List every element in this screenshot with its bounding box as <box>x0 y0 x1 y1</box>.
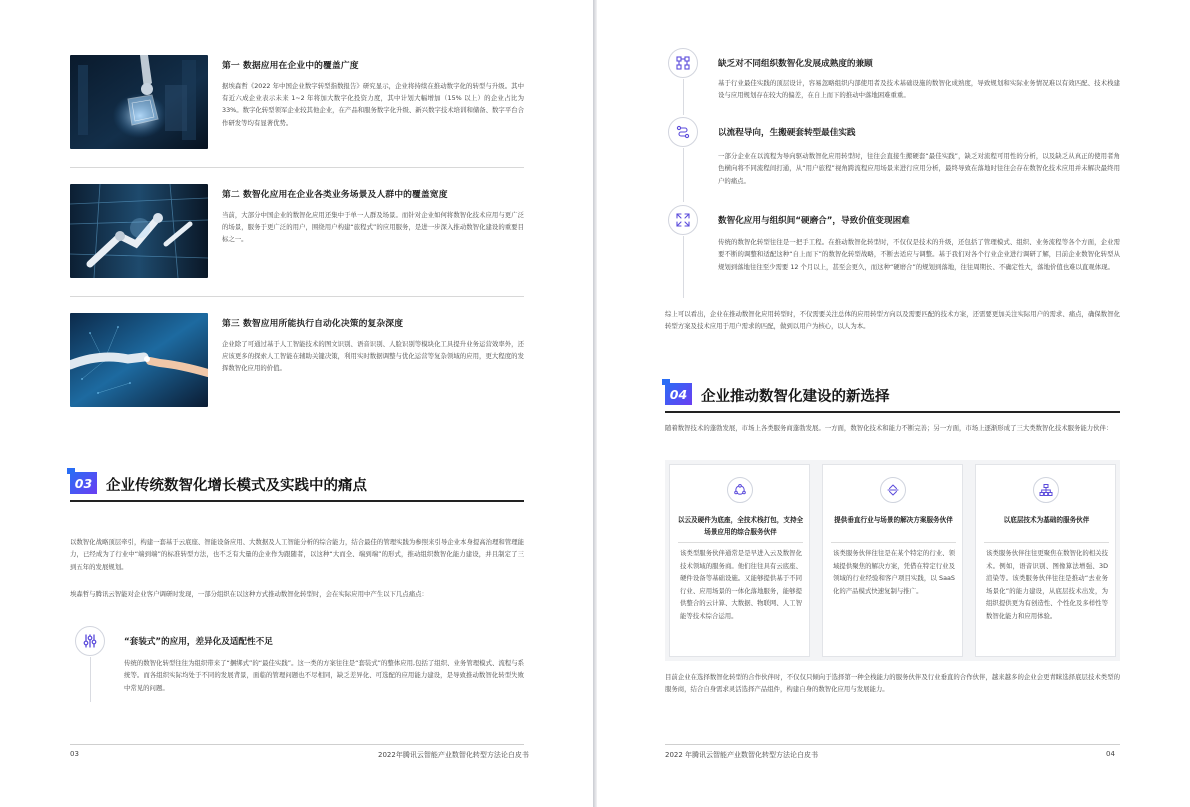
pain-point-title: 缺乏对不同组织数智化发展成熟度的兼顾 <box>718 59 873 69</box>
partner-card-full-stack <box>669 464 810 657</box>
section-03-pain-intro: 埃森哲与腾讯云智能对企业客户调研时发现，一部分组织在以这种方式推动数智化转型时，会在实际应用中产生以下几点痛点： <box>70 590 428 598</box>
pain-point-title: “套装式”的应用，差异化及适配性不足 <box>124 637 273 647</box>
page-number: 04 <box>1106 750 1115 758</box>
section-rule <box>665 411 1120 413</box>
robot-hand-image <box>70 313 208 407</box>
card-body: 该类型服务伙伴通常是是早进入云及数智化技术领域的服务商。他们往往具有云底座、硬件设备等基础设施。又能够提供基于不同行业、应用场景的一体化落地服务，能够提供整合的云计算、大数据、物联网、人工智能等技术综合运用。 <box>680 549 802 620</box>
section-04-header <box>665 377 1120 417</box>
section-number-badge: 04 <box>665 383 692 405</box>
row-title: 第一 数据应用在企业中的覆盖广度 <box>222 61 359 71</box>
card-title: 以底层技术为基础的服务伙伴 <box>1003 516 1090 524</box>
footer-rule <box>70 744 524 745</box>
partner-card-base-tech <box>975 464 1116 657</box>
section-04-intro: 随着数智技术的蓬勃发展，市场上各类服务商蓬勃发展。一方面，数智化技术和能力不断完善；另一方面，市场上逐渐形成了三大类数智化技术服务能力伙伴： <box>665 424 1113 432</box>
page-number: 03 <box>70 750 79 758</box>
timeline-line <box>90 657 91 702</box>
flow-path-icon <box>668 117 698 147</box>
sliders-icon <box>75 626 105 656</box>
pain-point-body: 传统的数智化转型往往是一把手工程。在推动数智化转型时，不仅仅是技术的升级，还包括了管理模式、组织、业务流程等各个方面，企业需要不断的调整和适配这种“自上而下”的数智化转型战略，不断去适应与调整。基于我们对各个行业企业进行调研了解，目前企业数智化转型从规划到落地往往至少需要 12 个月以上，甚至会更久，而这种“硬磨合”的规划到落地，往往周期长、不确定性大，落地价值也难以直观体现。 <box>718 238 1120 271</box>
footer-title: 2022 年腾讯云智能产业数智化转型方法论白皮书 <box>665 751 819 759</box>
partner-types-panel <box>665 460 1120 661</box>
hierarchy-icon <box>1033 477 1059 503</box>
partner-card-vertical <box>822 464 963 657</box>
card-title: 以云及硬件为底座，全技术栈打包，支持全场景应用的综合服务伙伴 <box>677 516 804 536</box>
timeline-line <box>683 148 684 202</box>
section-03-paragraph: 以数智化战略顶层牵引，构建一套基于云底座、智能设备应用、大数据及人工智能分析的综合能力，结合最佳的管理实践为参照来引导企业本身提高治理和管理能力，已经成为了行业中“端到端”的标准转型方法，也不乏有大量的企业作为跟随者，以这种“大而全、端到端”的形式，推动组织数智化能力建设，并且制定了三到五年的发展规划。 <box>70 538 524 571</box>
row-body: 当前，大部分中国企业的数智化应用还集中于单一人群及场景。而针对企业如何将数智化技术应用与更广泛的场景，服务于更广泛的用户，围绕用户构建“旅程式”的应用服务，是进一步深入推动数智化建设的重要目标之一。 <box>222 211 524 244</box>
robot-arm-lab-image <box>70 184 208 278</box>
cloud-network-icon <box>727 477 753 503</box>
org-chart-icon <box>668 48 698 78</box>
timeline-line <box>683 236 684 298</box>
pain-point-body: 一部分企业在以流程为导向驱动数智化应用转型时，往往会直接生搬硬套“最佳实践”，缺乏对流程可用性的分析，以及缺乏从真正的使用者角色横向将不同流程间打通，从“用户旅程”视角跨流程应用场景来进行应用分析，最终导致在落地时往往会存在数智化技术应用并未解决最终用户的痛点。 <box>718 152 1120 185</box>
pain-point-body: 传统的数智化转型往往为组织带来了“捆绑式”的“最佳实践”。这一类的方案往往是“套装式”的整体应用,包括了组织、业务管理模式、流程与系统等。而各组织实际均处于不同的发展背景，面临的管理问题也不尽相同，缺乏差异化、可选配的应用能力建设，是导致推动数智化转型失败中常见的问题。 <box>124 659 524 692</box>
section-number-badge: 03 <box>70 472 97 494</box>
timeline-line <box>683 79 684 115</box>
expand-arrows-icon <box>668 205 698 235</box>
row-body: 据埃森哲《2022 年中国企业数字转型指数报告》研究显示，企业将持续在推动数字化的转型与升级。其中有近六成企业表示未来 1~2 年将加大数字化投资力度，其中计划大幅增加（15% 以上）的企业占比为 33%。数字化转型领军企业较其他企业，在产品和服务数字化升级、新兴数字技术培训和储备、数字平台合作研发等均有显著优势。 <box>222 82 524 127</box>
card-body: 该类服务伙伴往往更聚焦在数智化的相关技术。例如，语音识别、图像算法增强、3D 渲染等。该类服务伙伴往往是推动“去业务场景化”的能力建设，从底层技术出发，为组织提供更为有创造性、个性化及多样性等数智化能力和应用体验。 <box>986 549 1108 620</box>
pain-point-body: 基于行业最佳实践的顶层设计，容易忽略组织内部使用者及技术基础设施的数智化成熟度，导致规划和实际业务情况难以有效匹配、技术栈建设与应用规划存在较大的偏差，在自上而下的推动中落地困难重重。 <box>718 79 1120 100</box>
section-rule <box>70 500 524 502</box>
row-title: 第三 数智应用所能执行自动化决策的复杂深度 <box>222 319 404 329</box>
pain-point-title: 以流程导向，生搬硬套转型最佳实践 <box>718 128 856 138</box>
card-divider <box>678 542 803 543</box>
card-divider <box>984 542 1109 543</box>
pain-point-title: 数智化应用与组织间“硬磨合”，导致价值变现困难 <box>718 216 910 226</box>
card-divider <box>831 542 956 543</box>
row-body: 企业除了可通过基于人工智能技术的图文识别、语音识别、人脸识别等模块化工具提升业务运营效率外，还应该更多的探索人工智能在辅助关键决策，利用实时数据调整与优化运营等复杂领域的应用，更大程度的发挥数智化应用的价值。 <box>222 340 524 373</box>
card-body: 该类服务伙伴往往是在某个特定的行业、领域提供聚焦的解决方案，凭借在特定行业及领域的行业经验和客户项目实践，以 SaaS 化的产品模式快速复制与推广。 <box>833 549 955 595</box>
closing-paragraph: 目前企业在选择数智化转型的合作伙伴时，不仅仅只倾向于选择第一种全栈能力的服务伙伴及行业垂直的合作伙伴，越来越多的企业会更青睐选择底层技术类型的服务商，结合自身需求灵活选择产品组件，构建自身的数智化应用与发展能力。 <box>665 673 1120 694</box>
section-title: 企业传统数智化增长模式及实践中的痛点 <box>106 478 367 494</box>
card-title: 提供垂直行业与场景的解决方案服务伙伴 <box>834 516 953 524</box>
row-title: 第二 数智化应用在企业各类业务场景及人群中的覆盖宽度 <box>222 190 448 200</box>
row-divider <box>70 296 524 297</box>
updown-arrows-icon <box>880 477 906 503</box>
section-03-header <box>70 466 524 506</box>
summary-paragraph: 综上可以看出，企业在推动数智化应用转型时，不仅需要关注总体的应用转型方向以及需要匹配的技术方案，还需要更加关注实际用户的需求、痛点，确保数智化转型方案及技术应用于用户需求的匹配，做到以用户为核心，以人为本。 <box>665 310 1120 331</box>
robot-arm-cube-image <box>70 55 208 149</box>
row-divider <box>70 167 524 168</box>
footer-title: 2022年腾讯云智能产业数智化转型方法论白皮书 <box>378 751 529 759</box>
footer-rule <box>665 744 1120 745</box>
section-title: 企业推动数智化建设的新选择 <box>701 389 890 405</box>
